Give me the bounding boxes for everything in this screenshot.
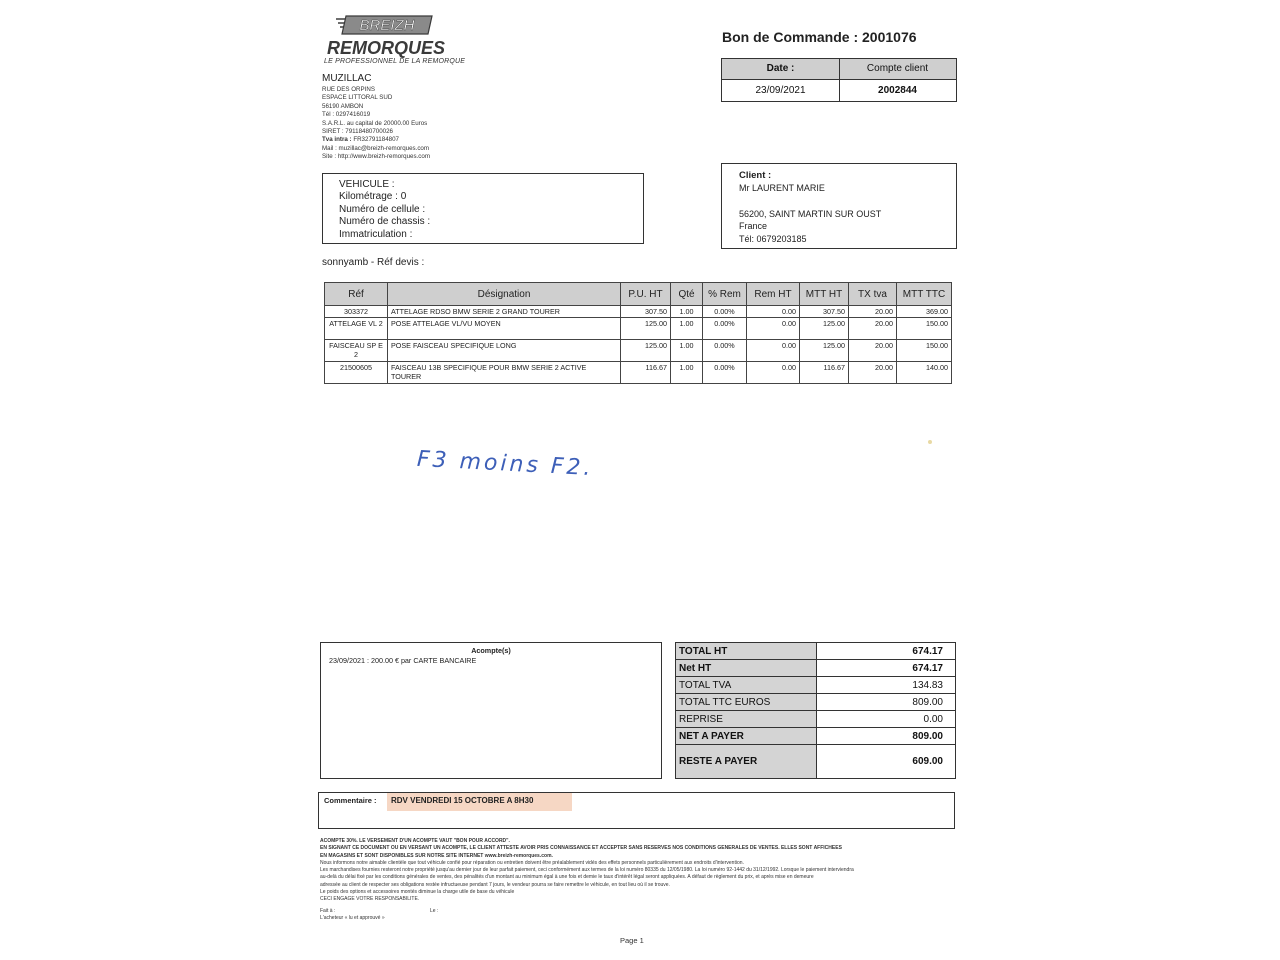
acompte-title: Acompte(s): [471, 646, 511, 655]
legal-line: adressée au client de respecter ses obligations restée infructueuse pendant 7 jours, le vendeur pourra se faire remettre le véhicule, en tout lieu où il se trouve.: [320, 881, 670, 888]
cell-designation: ATTELAGE RDSO BMW SERIE 2 GRAND TOURER: [388, 306, 621, 318]
logo-line2: REMORQUES: [326, 38, 446, 58]
sig-fait: Fait à :: [320, 908, 336, 914]
handwritten-note: [415, 437, 635, 487]
cell-mtt-ttc: 140.00: [897, 362, 952, 384]
cell-qte: 1.00: [671, 340, 703, 362]
col-header-rem-ht: Rem HT: [747, 283, 800, 306]
totals-row: [676, 677, 956, 694]
col-header-designation: Désignation: [388, 283, 621, 306]
table-row: [325, 340, 952, 362]
legal-line: EN MAGASINS ET SONT DISPONIBLES SUR NOTRE SITE INTERNET www.breizh-remorques.com.: [320, 852, 553, 859]
col-header-rem-pct: % Rem: [703, 283, 747, 306]
reprise-value: 0.00: [817, 711, 956, 728]
cell-pu: 125.00: [621, 318, 671, 340]
cell-pu: 307.50: [621, 306, 671, 318]
sig-acheteur: L'acheteur « lu et approuvé »: [320, 915, 385, 921]
company-site: Site : http://www.breizh-remorques.com: [322, 153, 430, 161]
total-tva-label: TOTAL TVA: [676, 677, 817, 694]
reprise-label: REPRISE: [676, 711, 817, 728]
cell-mtt-ht: 125.00: [800, 340, 849, 362]
total-tva-value: 134.83: [817, 677, 956, 694]
totals-row: [676, 694, 956, 711]
col-header-mtt-ht: MTT HT: [800, 283, 849, 306]
client-city: 56200, SAINT MARTIN SUR OUST: [739, 209, 882, 219]
totals-row: [676, 660, 956, 677]
cell-rem-pct: 0.00%: [703, 306, 747, 318]
total-ht-value: 674.17: [817, 643, 956, 660]
totals-row: [676, 728, 956, 745]
legal-conditions: [320, 838, 960, 904]
legal-line: Le poids des options et accessoires montés diminue la charge utile de base du véhicule: [320, 889, 515, 896]
totals-row: [676, 745, 956, 779]
date-value: 23/09/2021: [755, 85, 806, 96]
client-tel: Tél: 0679203185: [739, 233, 807, 244]
cell-ref: 21500605: [325, 362, 388, 384]
totals-row: [676, 711, 956, 728]
signature-block: [320, 908, 385, 922]
account-cell: [839, 59, 956, 101]
comment-label: Commentaire :: [324, 796, 377, 805]
company-details: [322, 86, 430, 162]
client-country: France: [739, 221, 768, 232]
vehicle-box: [322, 173, 644, 244]
cell-tva: 20.00: [849, 362, 897, 384]
cell-rem-ht: 0.00: [747, 306, 800, 318]
order-title: Bon de Commande : 2001076: [722, 29, 917, 45]
company-tva-value: FR32791184807: [353, 136, 399, 144]
cell-rem-ht: 0.00: [747, 362, 800, 384]
cell-pu: 116.67: [621, 362, 671, 384]
comment-box: [318, 792, 955, 829]
col-header-ref: Réf: [325, 283, 388, 306]
total-ht-label: TOTAL HT: [676, 643, 817, 660]
date-cell: [722, 59, 840, 101]
cell-pu: 125.00: [621, 340, 671, 362]
client-label: Client :: [739, 170, 772, 181]
cell-mtt-ttc: 150.00: [897, 318, 952, 340]
cell-ref: 303372: [325, 306, 388, 318]
cell-ref: ATTELAGE VL 2: [325, 318, 388, 340]
legal-line: EN SIGNANT CE DOCUMENT OU EN VERSANT UN ACOMPTE, LE CLIENT ATTESTE AVOIR PRIS CONNAISSANCE ET ACCEPTER SANS RESERVES NOS CONDITIONS GENERALES DE VENTES. ELLES SONT AFFICHEES: [320, 845, 842, 852]
vehicle-chassis: Numéro de chassis :: [339, 216, 431, 228]
company-tel: Tél : 0297416019: [322, 111, 371, 119]
page-number: Page 1: [620, 936, 644, 945]
legal-line: CECI ENGAGE VOTRE RESPONSABILITE.: [320, 896, 420, 903]
acompte-line: 23/09/2021 : 200.00 € par CARTE BANCAIRE: [329, 656, 477, 665]
col-header-pu: P.U. HT: [621, 283, 671, 306]
reste-a-payer-label: RESTE A PAYER: [676, 745, 817, 779]
cell-rem-ht: 0.00: [747, 340, 800, 362]
company-capital: S.A.R.L. au capital de 20000.00 Euros: [322, 119, 428, 127]
vehicle-label: VEHICULE :: [339, 179, 395, 190]
company-tva: [322, 136, 430, 144]
total-ttc-label: TOTAL TTC EUROS: [676, 694, 817, 711]
col-header-tva: TX tva: [849, 283, 897, 306]
date-label: Date :: [766, 63, 795, 74]
cell-qte: 1.00: [671, 362, 703, 384]
ref-devis: sonnyamb - Réf devis :: [322, 257, 425, 268]
company-siret: SIRET : 79118480700026: [322, 128, 393, 136]
cell-designation: POSE ATTELAGE VL/VU MOYEN: [388, 318, 621, 340]
table-row: [325, 318, 952, 340]
logo-tagline: LE PROFESSIONNEL DE LA REMORQUE: [324, 58, 466, 65]
acompte-box: [320, 642, 662, 779]
net-a-payer-value: 809.00: [817, 728, 956, 745]
cell-qte: 1.00: [671, 306, 703, 318]
client-box: [721, 163, 957, 249]
cell-rem-pct: 0.00%: [703, 318, 747, 340]
company-address3: 56190 AMBON: [322, 102, 364, 110]
totals-table: [675, 642, 956, 779]
col-header-mtt-ttc: MTT TTC: [897, 283, 952, 306]
legal-line: au-delà du délai fixé par les conditions générales de ventes, des pénalités d'un montant au minimum égal à une fois et demie le taux d'intérêt légal seront appliquées. A défaut de règlement du prix, et après mise en demeure: [320, 874, 814, 881]
cell-tva: 20.00: [849, 340, 897, 362]
company-mail: Mail : muzillac@breizh-remorques.com: [322, 144, 430, 152]
legal-line: Les marchandises fournies resteront notre propriété jusqu'au dernier jour de leur parfait paiement, ceci conformément aux termes de la loi numéro 80335 du 12/05/1980. La loi numéro 92-1442 du 31/12/1992. Lorsque le paiement interviendra: [320, 867, 854, 874]
net-a-payer-label: NET A PAYER: [676, 728, 817, 745]
col-header-qte: Qté: [671, 283, 703, 306]
reste-a-payer-value: 609.00: [817, 745, 956, 779]
vehicle-km: Kilométrage : 0: [339, 191, 407, 203]
cell-designation: POSE FAISCEAU SPECIFIQUE LONG: [388, 340, 621, 362]
company-tva-label: Tva intra :: [322, 136, 352, 144]
table-row: [325, 306, 952, 318]
cell-rem-ht: 0.00: [747, 318, 800, 340]
vehicle-cellule: Numéro de cellule :: [339, 203, 426, 215]
company-name: MUZILLAC: [322, 73, 372, 84]
cell-designation: FAISCEAU 13B SPECIFIQUE POUR BMW SERIE 2 ACTIVE TOURER: [388, 362, 621, 384]
order-meta-table: [721, 58, 957, 102]
vehicle-immat: Immatriculation :: [339, 228, 413, 240]
cell-rem-pct: 0.00%: [703, 340, 747, 362]
cell-rem-pct: 0.00%: [703, 362, 747, 384]
client-name: Mr LAURENT MARIE: [739, 183, 825, 193]
total-ttc-value: 809.00: [817, 694, 956, 711]
cell-mtt-ht: 125.00: [800, 318, 849, 340]
client-address: [739, 208, 881, 245]
totals-row: [676, 643, 956, 660]
net-ht-label: Net HT: [676, 660, 817, 677]
legal-line: ACOMPTE 30%. LE VERSEMENT D'UN ACOMPTE VAUT "BON POUR ACCORD".: [320, 838, 510, 844]
comment-value: RDV VENDREDI 15 OCTOBRE A 8H30: [391, 796, 534, 805]
logo-graphic: [322, 14, 452, 60]
cell-tva: 20.00: [849, 306, 897, 318]
cell-mtt-ht: 307.50: [800, 306, 849, 318]
cell-mtt-ttc: 369.00: [897, 306, 952, 318]
cell-ref: FAISCEAU SP E 2: [325, 340, 388, 362]
cell-mtt-ht: 116.67: [800, 362, 849, 384]
sig-le: Le :: [430, 908, 439, 914]
account-label: Compte client: [866, 63, 929, 74]
cell-tva: 20.00: [849, 318, 897, 340]
items-table: [324, 282, 952, 384]
cell-qte: 1.00: [671, 318, 703, 340]
scan-mark: [928, 440, 932, 444]
company-address1: RUE DES ORPINS: [322, 86, 375, 93]
items-header-row: [325, 283, 952, 306]
logo-line1: BREIZH: [359, 17, 415, 34]
legal-line: Nous informons notre aimable clientèle que tout véhicule confié pour réparation ou entretien doivent être préalablement vidés des effets personnels particulièrement aux endroits d'intervention.: [320, 859, 744, 866]
account-value: 2002844: [878, 85, 917, 96]
company-address2: ESPACE LITTORAL SUD: [322, 94, 393, 102]
net-ht-value: 674.17: [817, 660, 956, 677]
table-row: [325, 362, 952, 384]
handwritten-text: F3 moins F2.: [416, 446, 595, 482]
cell-mtt-ttc: 150.00: [897, 340, 952, 362]
